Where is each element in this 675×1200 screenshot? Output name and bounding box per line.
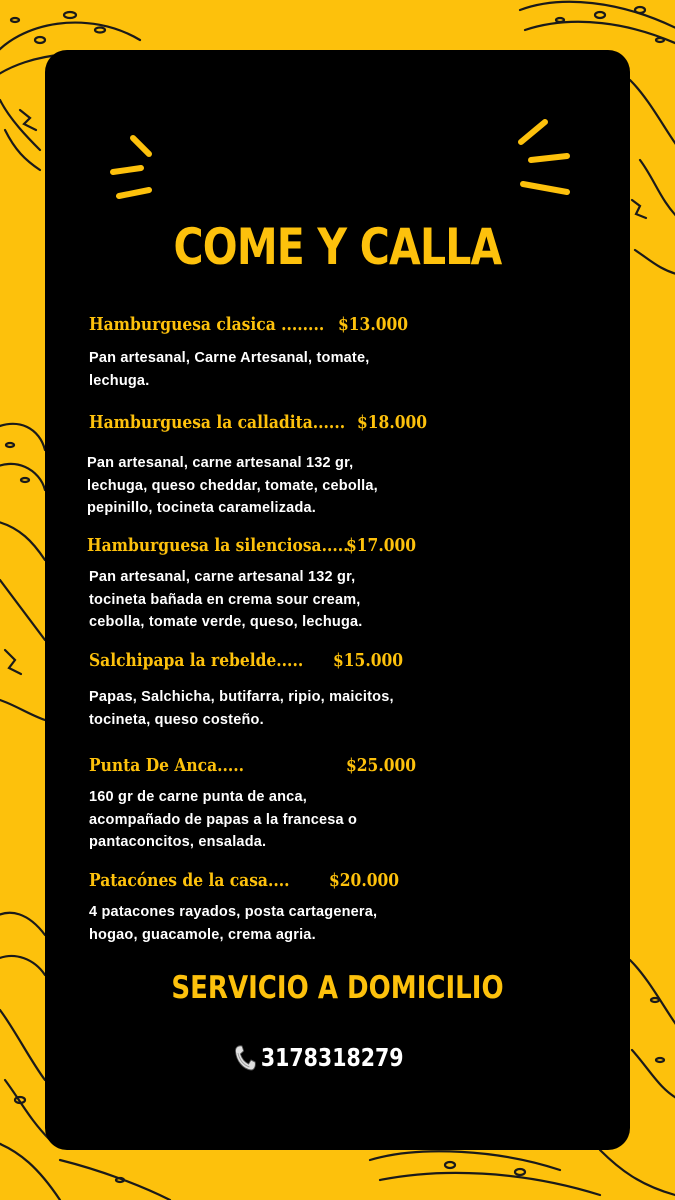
menu-card xyxy=(45,50,630,1150)
menu-item-price: $20.000 xyxy=(329,870,400,891)
phone-number: 3178318279 xyxy=(260,1042,404,1072)
menu-item-price: $13.000 xyxy=(338,314,409,335)
menu-item-description: 4 patacones rayados, posta cartagenera, hogao, guacamole, crema agria. xyxy=(89,904,378,943)
telephone-receiver-icon xyxy=(233,1042,259,1072)
delivery-service-heading: SERVICIO A DOMICILIO xyxy=(171,970,504,1006)
menu-item-price: $18.000 xyxy=(357,412,428,433)
menu-item-price: $17.000 xyxy=(346,535,417,556)
menu-item-price: $15.000 xyxy=(333,650,404,671)
menu-item-description: Pan artesanal, carne artesanal 132 gr, lechuga, queso cheddar, tomate, cebolla, pepinillo, tocineta caramelizada. xyxy=(87,455,378,516)
menu-item-name: Punta De Anca..... xyxy=(89,755,245,776)
restaurant-title: COME Y CALLA xyxy=(173,218,502,276)
menu-item-name: Patacónes de la casa.... xyxy=(89,870,290,891)
menu-item-description: Papas, Salchicha, butifarra, ripio, maicitos, tocineta, queso costeño. xyxy=(89,689,394,728)
menu-item-name: Salchipapa la rebelde..... xyxy=(89,650,304,671)
menu-item-name: Hamburguesa la calladita...... xyxy=(89,412,346,433)
menu-item-name: Hamburguesa clasica ........ xyxy=(89,314,325,335)
menu-item-description: Pan artesanal, Carne Artesanal, tomate, lechuga. xyxy=(89,350,370,389)
menu-item-description: Pan artesanal, carne artesanal 132 gr, tocineta bañada en crema sour cream, cebolla, tomate verde, queso, lechuga. xyxy=(89,569,363,630)
menu-item-description: 160 gr de carne punta de anca, acompañado de papas a la francesa o pantaconcitos, ensalada. xyxy=(89,789,358,850)
sparkle-rays-decoration xyxy=(45,50,630,350)
menu-item-name: Hamburguesa la silenciosa..... xyxy=(87,535,349,556)
phone-contact[interactable] xyxy=(233,1042,404,1072)
menu-item-price: $25.000 xyxy=(346,755,417,776)
